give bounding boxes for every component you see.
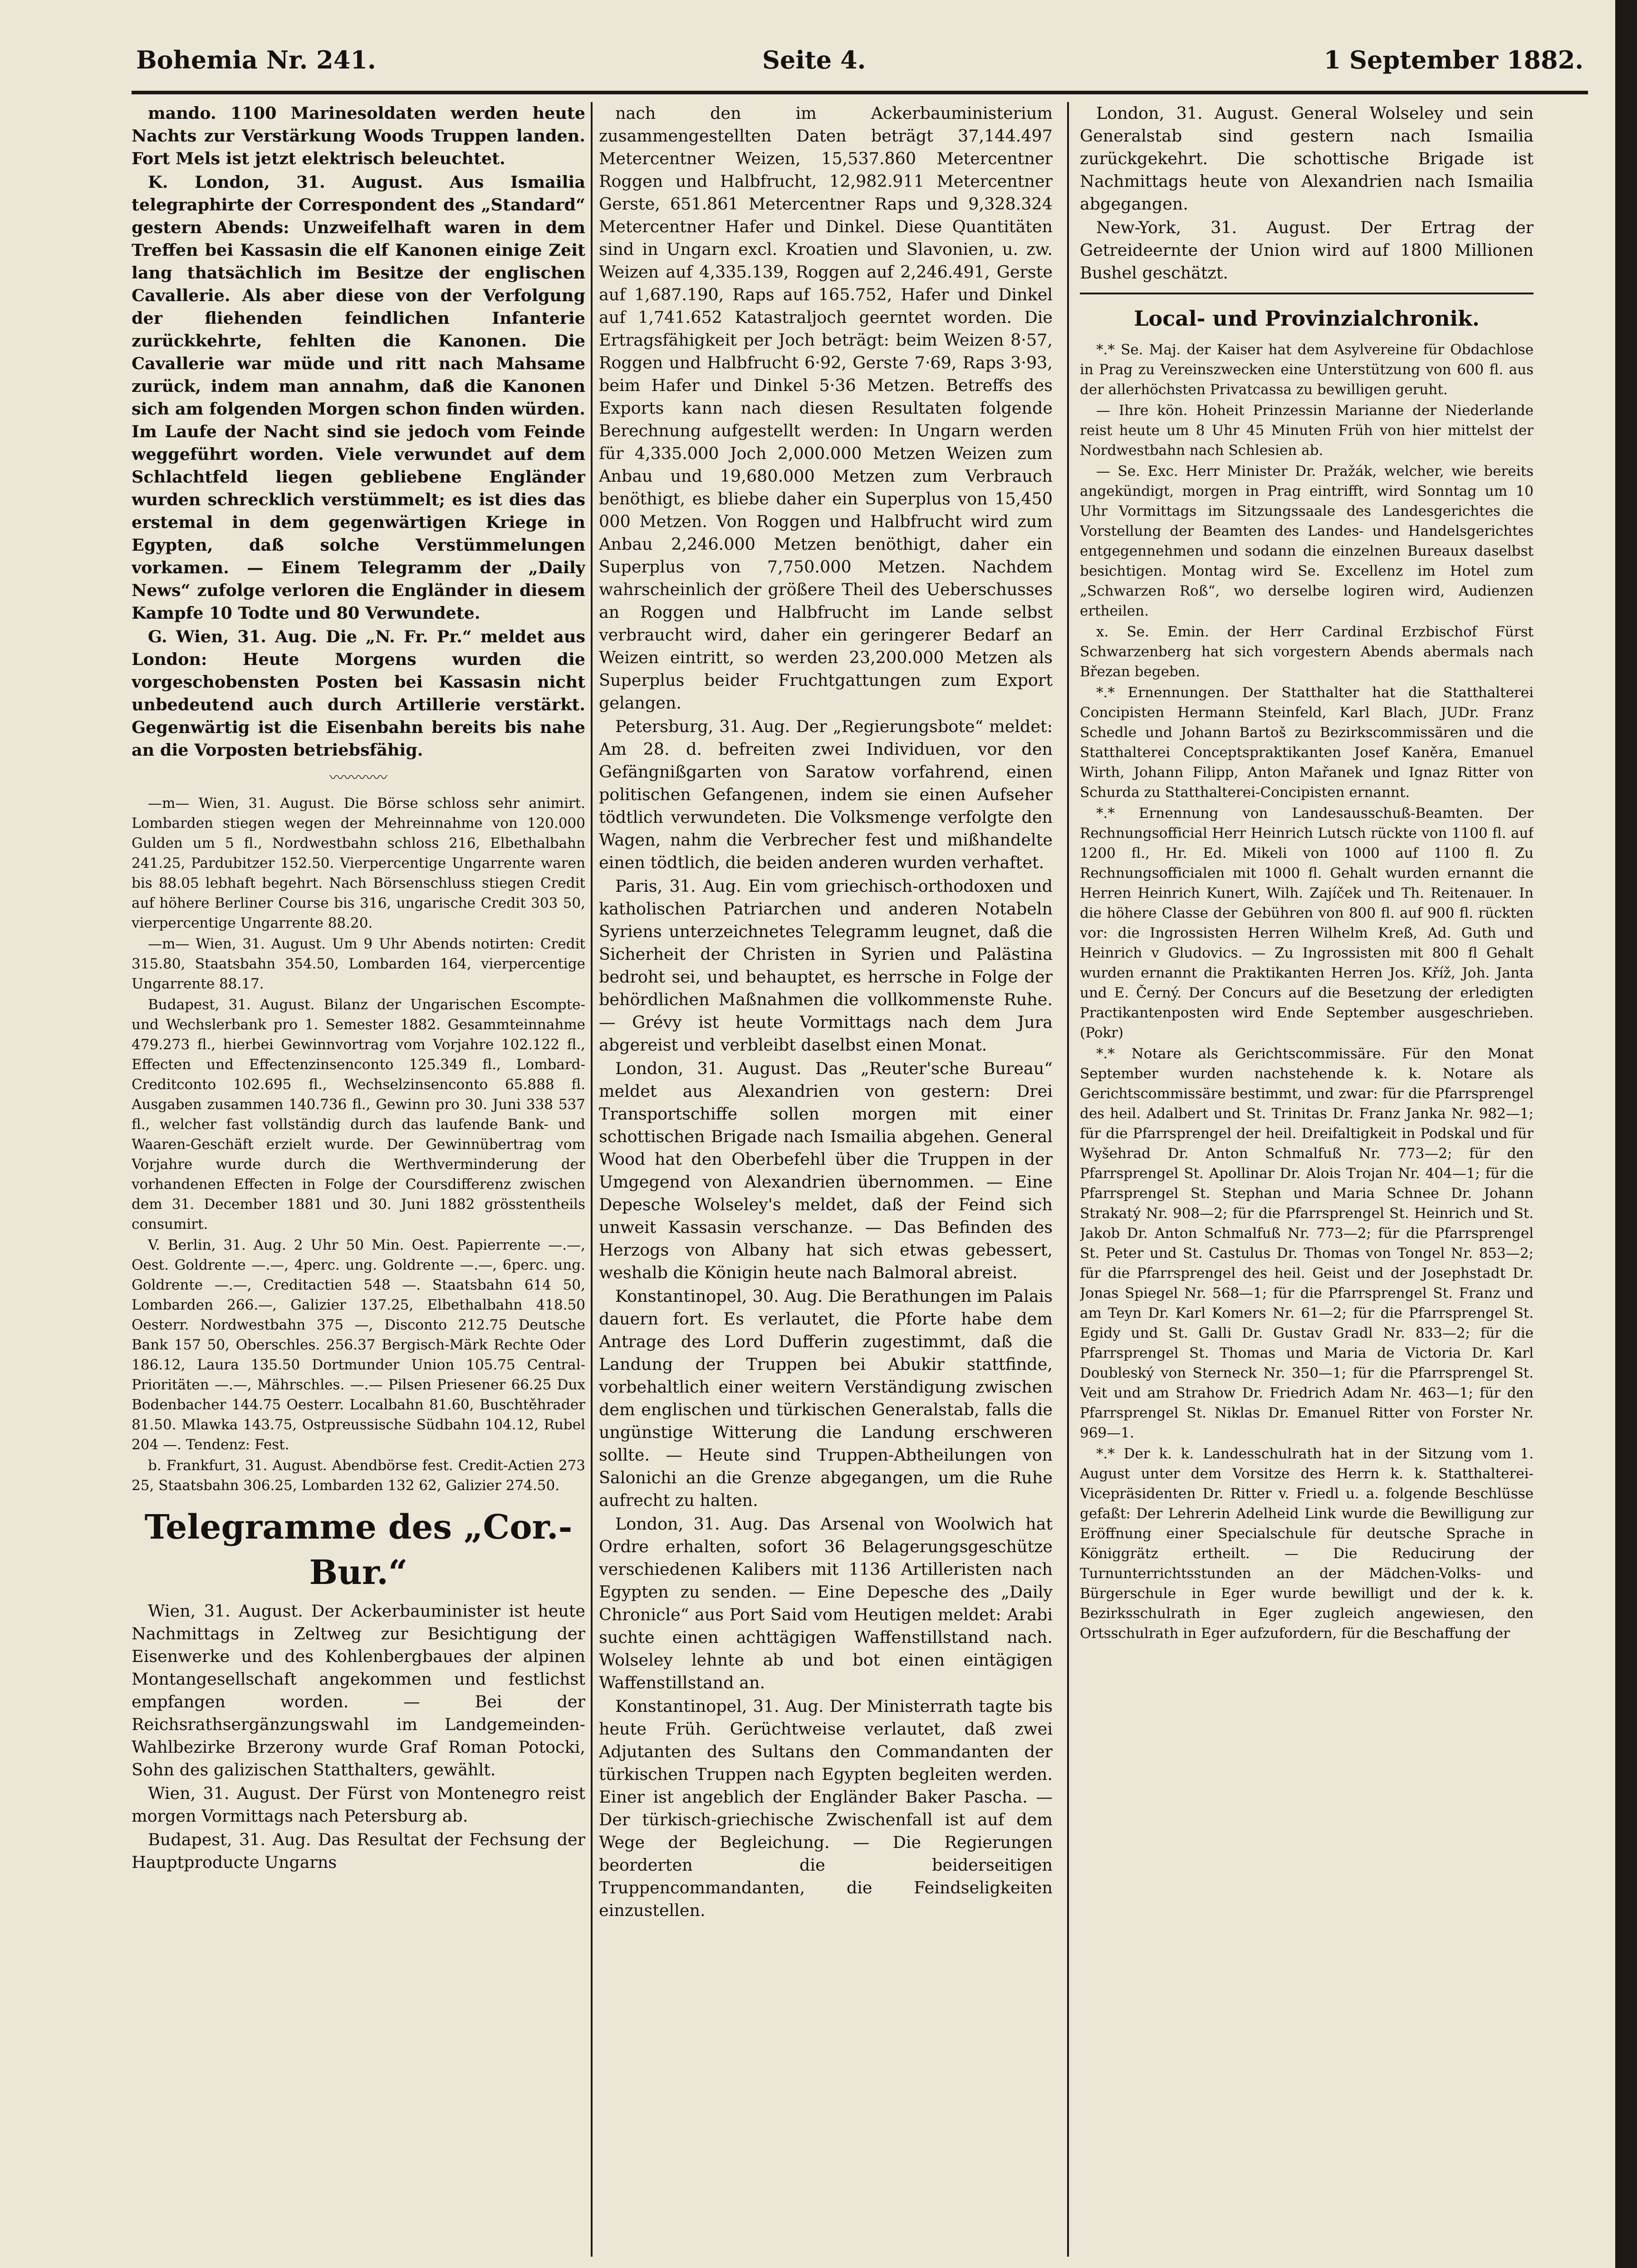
market-report: —m— Wien, 31. August. Die Börse schloss sehr animirt. Lombarden stiegen wegen der Mehreinnahme von 120.000 Gulden um 5 fl., Nordwestbahn schloss 216, Elbethalbahn 241.25, Pardubitzer 152.50. Vierpercentige Ungarrente waren bis 88.05 lebhaft begehrt. Nach Börsenschluss stiegen Credit auf höhere Berliner Course bis 316, ungarische Credit 303 50, vierpercentige Ungarrente 88.20.	[132, 795, 585, 931]
chronicle-item: *.* Ernennungen. Der Statthalter hat die Statthalterei Concipisten Hermann Steinfeld, Karl Blach, JUDr. Franz Schedle und Johann Bartoš zu Bezirkscommissären und die Statthalterei Conceptspraktikanten Josef Kaněra, Emanuel Wirth, Johann Filipp, Anton Mařanek und Ignaz Ritter von Schurda zu Statthalterei-Concipisten ernannt.	[1080, 684, 1534, 801]
article-paragraph: Wien, 31. August. Der Fürst von Montenegro reist morgen Vormittags nach Petersburg ab.	[132, 1784, 585, 1826]
column-divider	[1067, 102, 1069, 2257]
header-page-number: Seite 4.	[762, 45, 866, 74]
article-paragraph: London, 31. August. General Wolseley und sein Generalstab sind gestern nach Ismailia zurückgekehrt. Die schottische Brigade ist Nachmittags heute von Alexandrien nach Ismailia abgegangen.	[1080, 103, 1534, 214]
chronicle-item: x. Se. Emin. der Herr Cardinal Erzbischof Fürst Schwarzenberg hat sich vorgestern Abends abermals nach Březan begeben.	[1080, 624, 1534, 680]
section-title-telegramme: Telegramme des „Cor.-Bur.“	[144, 1508, 573, 1592]
column-3	[1080, 102, 1534, 2268]
article-paragraph: nach den im Ackerbauministerium zusammengestellten Daten beträgt 37,144.497 Metercentner Weizen, 15,537.860 Metercentner Roggen und Halbfrucht, 12,982.911 Metercentner Gerste, 651.861 Metercentner Raps und 9,328.324 Metercentner Hafer und Dinkel. Diese Quantitäten sind in Ungarn excl. Kroatien und Slavonien, u. zw. Weizen auf 4,335.139, Roggen auf 2,246.491, Gerste auf 1,687.190, Raps auf 165.752, Hafer und Dinkel auf 1,741.652 Katastraljoch geerntet worden. Die Ertragsfähigkeit per Joch beträgt: beim Weizen 8·57, Roggen und Halbfrucht 6·92, Gerste 7·69, Raps 3·93, beim Hafer und Dinkel 5·36 Metzen. Betreffs des Exports kann nach diesen Resultaten folgende Berechnung aufgestellt werden: In Ungarn werden für 4,335.000 Joch 2,000.000 Metzen Weizen zum Anbau und 19,680.000 Metzen zum Verbrauch benöthigt, es bliebe daher ein Superplus von 15,450 000 Metzen. Von Roggen und Halbfrucht wird zum Anbau 2,246.000 Metzen benöthigt, daher ein Superplus von 7,750.000 Metzen. Nachdem wahrscheinlich der größere Theil des Ueberschusses an Roggen und Halbfrucht im Lande selbst verbraucht wird, daher ein geringerer Bedarf an Weizen eintritt, so werden 23,200.000 Metzen als Superplus beider Fruchtgattungen zum Export gelangen.	[599, 103, 1053, 713]
chronicle-item: *.* Se. Maj. der Kaiser hat dem Asylvereine für Obdachlose in Prag zu Vereinszwecken eine Unterstützung von 600 fl. aus der allerhöchsten Privatcassa zu bewilligen geruht.	[1080, 342, 1534, 398]
market-report: Budapest, 31. August. Bilanz der Ungarischen Escompte- und Wechslerbank pro 1. Semester 1882. Gesammteinnahme 479.273 fl., hierbei Gewinnvortrag vom Vorjahre 102.122 fl., Effecten und Effectenzinsenconto 125.349 fl., Lombard-Creditconto 102.695 fl., Wechselzinsenconto 65.888 fl. Ausgaben zusammen 140.736 fl., Gewinn pro 30. Juni 338 537 fl., welcher fast vollständig durch das laufende Bank- und Waaren-Geschäft erzielt wurde. Der Gewinnübertrag vom Vorjahre wurde durch die Werthverminderung der vorhandenen Effecten in Folge der Coursdifferenz zwischen dem 31. December 1881 und 30. Juni 1882 grösstentheils consumirt.	[132, 997, 585, 1232]
chronicle-item: *.* Ernennung von Landesausschuß-Beamten. Der Rechnungsofficial Herr Heinrich Lutsch rückte von 1100 fl. auf 1200 fl., Hr. Ed. Mikeli von 1000 auf 1100 fl. Zu Rechnungsofficialen mit 1000 fl. Gehalt wurden ernannt die Herren Heinrich Kunert, Wilh. Zajíček und Th. Reitenauer. In die höhere Classe der Gebühren von 800 fl. auf 900 fl. rückten vor: die Ingrossisten Herren Wilhelm Kreß, Ad. Guth und Heinrich v Gludovics. — Zu Ingrossisten mit 800 fl Gehalt wurden ernannt die Praktikanten Herren Jos. Kříž, Joh. Janta und E. Černý. Der Concurs auf die Besetzung der erledigten Practikantenposten wird Ende September ausgeschrieben. (Pokr)	[1080, 805, 1534, 1041]
article-paragraph: Konstantinopel, 30. Aug. Die Berathungen im Palais dauern fort. Es verlautet, die Pforte habe dem Antrage des Lord Dufferin zugestimmt, daß die Landung der Truppen bei Abukir stattfinde, vorbehaltlich einer weitern Verständigung zwischen dem englischen und türkischen Generalstab, falls die ungünstige Witterung die Landung erschweren sollte. — Heute sind Truppen-Abtheilungen von Salonichi an die Grenze abgegangen, um die Ruhe aufrecht zu halten.	[599, 1286, 1053, 1510]
chronicle-item: *.* Notare als Gerichtscommissäre. Für den Monat September wurden nachstehende k. k. Notare als Gerichtscommissäre bestimmt, und zwar: für die Pfarrsprengel des heil. Adalbert und St. Trinitas Dr. Franz Janka Nr. 982—1; für die Pfarrsprengel der heil. Dreifaltigkeit in Podskal und für Wyšehrad Dr. Anton Schmalfuß Nr. 773—2; für den Pfarrsprengel St. Apollinar Dr. Alois Trojan Nr. 404—1; für die Pfarrsprengel St. Stephan und Maria Schnee Dr. Johann Strakatý Nr. 908—2; für die Pfarrsprengel St. Heinrich und St. Jakob Dr. Anton Schmalfuß Nr. 773—2; für die Pfarrsprengel St. Peter und St. Castulus Dr. Thomas von Tongel Nr. 853—2; für die Pfarrsprengel des heil. Geist und der Josephstadt Dr. Jonas Spiegel Nr. 568—1; für die Pfarrsprengel St. Franz und am Teyn Dr. Karl Komers Nr. 61—2; für die Pfarrsprengel St. Egidy und St. Galli Dr. Gustav Gradl Nr. 833—2; für die Pfarrsprengel St. Thomas und Maria de Victoria Dr. Karl Doubleský von Sterneck Nr. 350—1; für die Pfarrsprengel St. Veit und am Strahow Dr. Friedrich Adam Nr. 463—1; für den Pfarrsprengel St. Niklas Dr. Emanuel Ritter von Forster Nr. 969—1.	[1080, 1046, 1534, 1441]
market-report: —m— Wien, 31. August. Um 9 Uhr Abends notirten: Credit 315.80, Staatsbahn 354.50, Lombarden 164, vierpercentige Ungarrente 88.17.	[132, 936, 585, 992]
market-report: b. Frankfurt, 31. August. Abendbörse fest. Credit-Actien 273 25, Staatsbahn 306.25, Lombarden 132 62, Galizier 274.50.	[132, 1457, 585, 1494]
article-paragraph: London, 31. Aug. Das Arsenal von Woolwich hat Ordre erhalten, sofort 36 Belagerungsgeschütze verschiedenen Kalibers mit 1136 Artilleristen nach Egypten zu senden. — Eine Depesche des „Daily Chronicle“ aus Port Said vom Heutigen meldet: Arabi suchte einen achttägigen Waffenstillstand nach. Wolseley lehnte ab und bot einen eintägigen Waffenstillstand an.	[599, 1514, 1053, 1692]
separator-ornament: 〰〰〰〰	[329, 769, 387, 786]
header-date: 1 September 1882.	[1323, 45, 1583, 74]
column-2	[599, 102, 1053, 2268]
article-paragraph: Budapest, 31. Aug. Das Resultat der Fechsung der Hauptproducte Ungarns	[132, 1830, 585, 1872]
article-paragraph: Paris, 31. Aug. Ein vom griechisch-orthodoxen und katholischen Patriarchen und anderen Notabeln Syriens unterzeichnetes Telegramm leugnet, daß die Sicherheit der Christen in Syrien und Palästina bedroht sei, und behauptet, es herrsche in Folge der behördlichen Maßnahmen die vollkommenste Ruhe. — Grévy ist heute Vormittags nach dem Jura abgereist und verbleibt daselbst einen Monat.	[599, 876, 1053, 1055]
column-divider	[591, 102, 593, 2257]
article-paragraph: mando. 1100 Marinesoldaten werden heute Nachts zur Verstärkung Woods Truppen landen. Fort Mels ist jetzt elektrisch beleuchtet.	[132, 103, 585, 168]
header-rule	[132, 91, 1588, 94]
article-paragraph: Konstantinopel, 31. Aug. Der Ministerrath tagte bis heute Früh. Gerüchtweise verlautet, daß zwei Adjutanten des Sultans den Commandanten der türkischen Truppen nach Egypten begleiten werden. Einer ist angeblich der Engländer Baker Pascha. — Der türkisch-griechische Zwischenfall ist auf dem Wege der Begleichung. — Die Regierungen beorderten die beiderseitigen Truppencommandanten, die Feindseligkeiten einzustellen.	[599, 1696, 1053, 1920]
market-report: V. Berlin, 31. Aug. 2 Uhr 50 Min. Oest. Papierrente —.—, Oest. Goldrente —.—, 4perc. ung. Goldrente —.—, 6perc. ung. Goldrente —.—, Creditactien 548 —. Staatsbahn 614 50, Lombarden 266.—, Galizier 137.25, Elbethalbahn 418.50 Oesterr. Nordwestbahn 375 —, Disconto 212.75 Deutsche Bank 157 50, Oberschles. 256.37 Bergisch-Märk Rechte Oder 186.12, Laura 135.50 Dortmunder Union 105.75 Central-Prioritäten —.—, Mährschles. —.— Pilsen Priesener 66.25 Dux Bodenbacher 144.75 Oesterr. Localbahn 81.60, Buschtěhrader 81.50. Mlawka 143.75, Ostpreussische Südbahn 104.12, Rubel 204 —. Tendenz: Fest.	[132, 1237, 585, 1453]
chronicle-item: — Ihre kön. Hoheit Prinzessin Marianne der Niederlande reist heute um 8 Uhr 45 Minuten Früh von hier mittelst der Nordwestbahn nach Schlesien ab.	[1080, 402, 1534, 459]
chronicle-item: *.* Der k. k. Landesschulrath hat in der Sitzung vom 1. August unter dem Vorsitze des Herrn k. k. Statthalterei-Vicepräsidenten Dr. Ritter v. Friedl u. a. folgende Beschlüsse gefaßt: Der Lehrerin Adelheid Link wurde die Bewilligung zur Eröffnung einer Specialschule für deutsche Sprache in Königgrätz ertheilt. — Die Reducirung der Turnunterrichtsstunden an der Mädchen-Volks- und Bürgerschule in Eger wurde bewilligt und der k. k. Bezirksschulrath in Eger zugleich angewiesen, den Ortsschulrath in Eger aufzufordern, für die Beschaffung der	[1080, 1446, 1534, 1642]
page-header	[136, 45, 1583, 82]
section-title-local-chronicle: Local- und Provinzialchronik.	[1134, 306, 1480, 331]
article-paragraph: Wien, 31. August. Der Ackerbauminister ist heute Nachmittags in Zeltweg zur Besichtigung der Eisenwerke und des Kohlenbergbaues der alpinen Montangesellschaft angekommen und festlichst empfangen worden. — Bei der Reichsrathsergänzungswahl im Landgemeinden-Wahlbezirke Brzerony wurde Graf Roman Potocki, Sohn des galizischen Statthalters, gewählt.	[132, 1601, 585, 1779]
article-paragraph: G. Wien, 31. Aug. Die „N. Fr. Pr.“ meldet aus London: Heute Morgens wurden die vorgeschobensten Posten bei Kassasin nicht unbedeutend auch durch Artillerie verstärkt. Gegenwärtig ist die Eisenbahn bereits bis nahe an die Vorposten betriebsfähig.	[132, 627, 585, 760]
article-paragraph: K. London, 31. August. Aus Ismailia telegraphirte der Correspondent des „Standard“ gestern Abends: Unzweifelhaft waren in dem Treffen bei Kassasin die elf Kanonen einige Zeit lang thatsächlich im Besitze der englischen Cavallerie. Als aber diese von der Verfolgung der fliehenden feindlichen Infanterie zurückkehrte, fehlten die Kanonen. Die Cavallerie war müde und ritt nach Mahsame zurück, indem man annahm, daß die Kanonen sich am folgenden Morgen schon finden würden. Im Laufe der Nacht sind sie jedoch vom Feinde weggeführt worden. Viele verwundet auf dem Schlachtfeld liegen gebliebene Engländer wurden schrecklich verstümmelt; es ist dies das erstemal in dem gegenwärtigen Kriege in Egypten, daß solche Verstümmelungen vorkamen. — Einem Telegramm der „Daily News“ zufolge verloren die Engländer in diesem Kampfe 10 Todte und 80 Verwundete.	[132, 172, 585, 623]
section-rule	[1080, 293, 1534, 294]
chronicle-item: — Se. Exc. Herr Minister Dr. Pražák, welcher, wie bereits angekündigt, morgen in Prag eintrifft, wird Sonntag um 10 Uhr Vormittags im Sitzungssaale des Landesgerichtes die Vorstellung der Beamten des Landes- und Handelsgerichtes entgegennehmen und sodann die einzelnen Bureaux daselbst besichtigen. Montag wird Se. Excellenz im Hotel zum „Schwarzen Roß“, wo derselbe logiren wird, Audienzen ertheilen.	[1080, 463, 1534, 619]
article-paragraph: London, 31. August. Das „Reuter'sche Bureau“ meldet aus Alexandrien von gestern: Drei Transportschiffe sollen morgen mit einer schottischen Brigade nach Ismailia abgehen. General Wood hat den Oberbefehl über die Truppen in der Umgegend von Alexandrien übernommen. — Eine Depesche Wolseley's meldet, daß der Feind sich unweit Kassasin verschanze. — Das Befinden des Herzogs von Albany hat sich etwas gebessert, weshalb die Königin heute nach Balmoral abreist.	[599, 1059, 1053, 1282]
header-issue: Bohemia Nr. 241.	[136, 45, 376, 74]
article-paragraph: New-York, 31. August. Der Ertrag der Getreideernte der Union wird auf 1800 Millionen Bushel geschätzt.	[1080, 218, 1534, 283]
article-paragraph: Petersburg, 31. Aug. Der „Regierungsbote“ meldet: Am 28. d. befreiten zwei Individuen, vor den Gefängnißgarten von Saratow vorfahrend, einen politischen Gefangenen, indem sie einen Aufseher tödtlich verwundeten. Die Volksmenge verfolgte den Wagen, nahm die Verbrecher fest und mißhandelte einen tödtlich, die beiden anderen wurden verhaftet.	[599, 717, 1053, 872]
column-1	[132, 102, 585, 2268]
scan-edge	[1615, 0, 1637, 2268]
